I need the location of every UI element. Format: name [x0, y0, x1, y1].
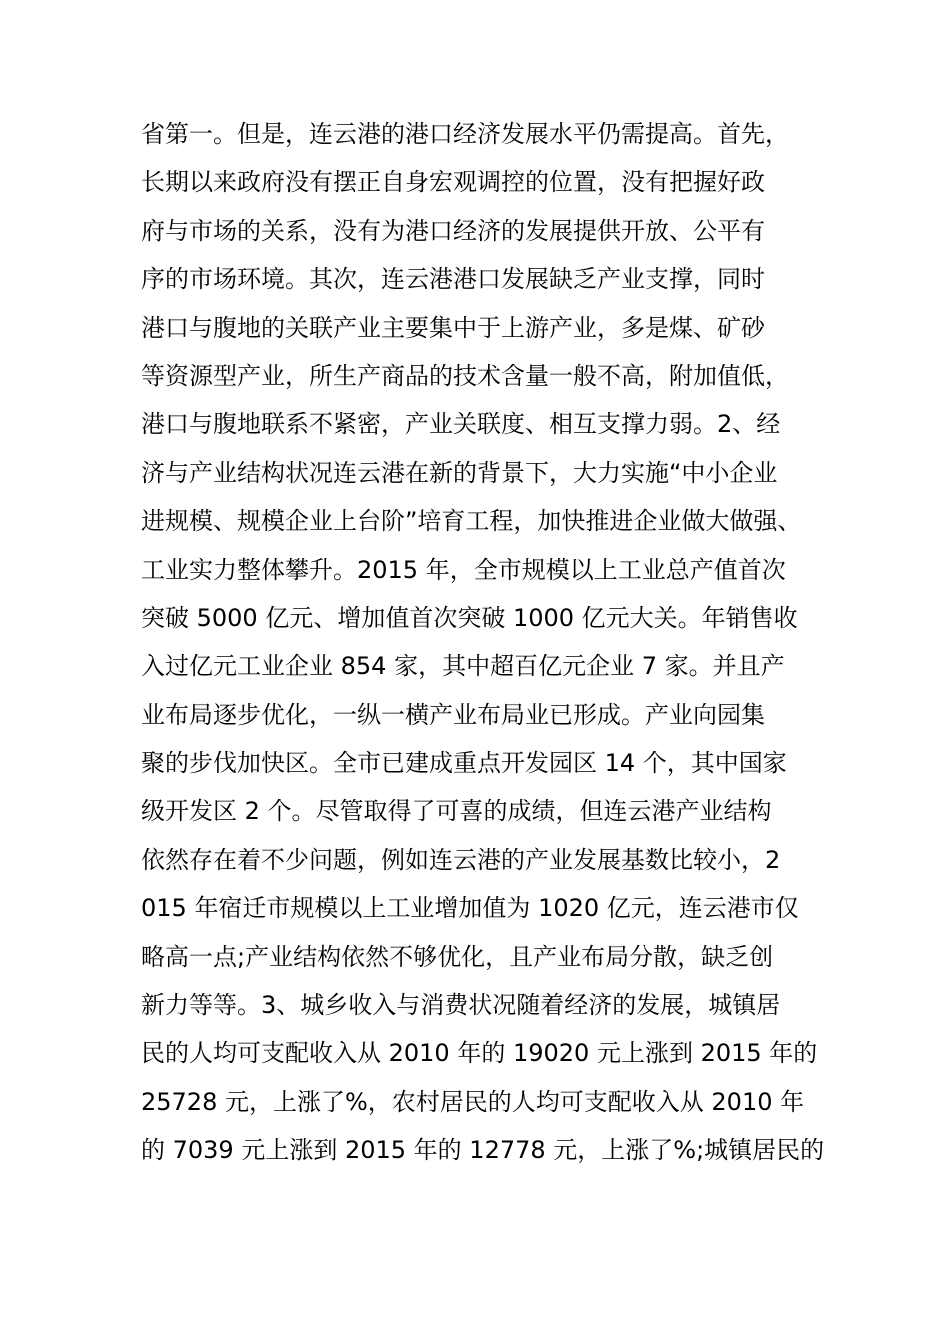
text-line: 级开发区 2 个。尽管取得了可喜的成绩，但连云港产业结构: [141, 797, 772, 826]
text-line: 进规模、规模企业上台阶”培育工程，加快推进企业做大做强、: [141, 507, 802, 536]
text-line: 济与产业结构状况连云港在新的背景下，大力实施“中小企业: [141, 458, 778, 487]
text-line: 新力等等。3、城乡收入与消费状况随着经济的发展，城镇居: [141, 991, 781, 1020]
text-line: 略高一点;产业结构依然不够优化，且产业布局分散，缺乏创: [141, 942, 774, 971]
text-line: 业布局逐步优化，一纵一横产业布局业已形成。产业向园集: [141, 700, 765, 729]
text-line: 25728 元，上涨了%，农村居民的人均可支配收入从 2010 年: [141, 1087, 805, 1116]
text-line: 等资源型产业，所生产商品的技术含量一般不高，附加值低，: [141, 361, 789, 390]
text-line: 的 7039 元上涨到 2015 年的 12778 元，上涨了%;城镇居民的: [141, 1136, 825, 1165]
text-line: 港口与腹地联系不紧密，产业关联度、相互支撑力弱。2、经: [141, 410, 781, 439]
text-line: 依然存在着不少问题，例如连云港的产业发展基数比较小，2: [141, 845, 781, 874]
text-line: 港口与腹地的关联产业主要集中于上游产业，多是煤、矿砂: [141, 313, 765, 342]
text-line: 省第一。但是，连云港的港口经济发展水平仍需提高。首先，: [141, 120, 789, 148]
text-line: 长期以来政府没有摆正自身宏观调控的位置，没有把握好政: [141, 168, 765, 197]
text-line: 入过亿元工业企业 854 家，其中超百亿元企业 7 家。并且产: [141, 652, 785, 681]
text-line: 聚的步伐加快区。全市已建成重点开发园区 14 个，其中国家: [141, 749, 787, 778]
text-line: 民的人均可支配收入从 2010 年的 19020 元上涨到 2015 年的: [141, 1039, 818, 1068]
text-line: 序的市场环境。其次，连云港港口发展缺乏产业支撑，同时: [141, 265, 765, 294]
body-text: [141, 110, 841, 1175]
text-line: 工业实力整体攀升。2015 年，全市规模以上工业总产值首次: [141, 555, 786, 584]
text-line: 府与市场的关系，没有为港口经济的发展提供开放、公平有: [141, 216, 765, 245]
text-line: 015 年宿迁市规模以上工业增加值为 1020 亿元，连云港市仅: [141, 894, 799, 923]
text-line: 突破 5000 亿元、增加值首次突破 1000 亿元大关。年销售收: [141, 603, 798, 632]
